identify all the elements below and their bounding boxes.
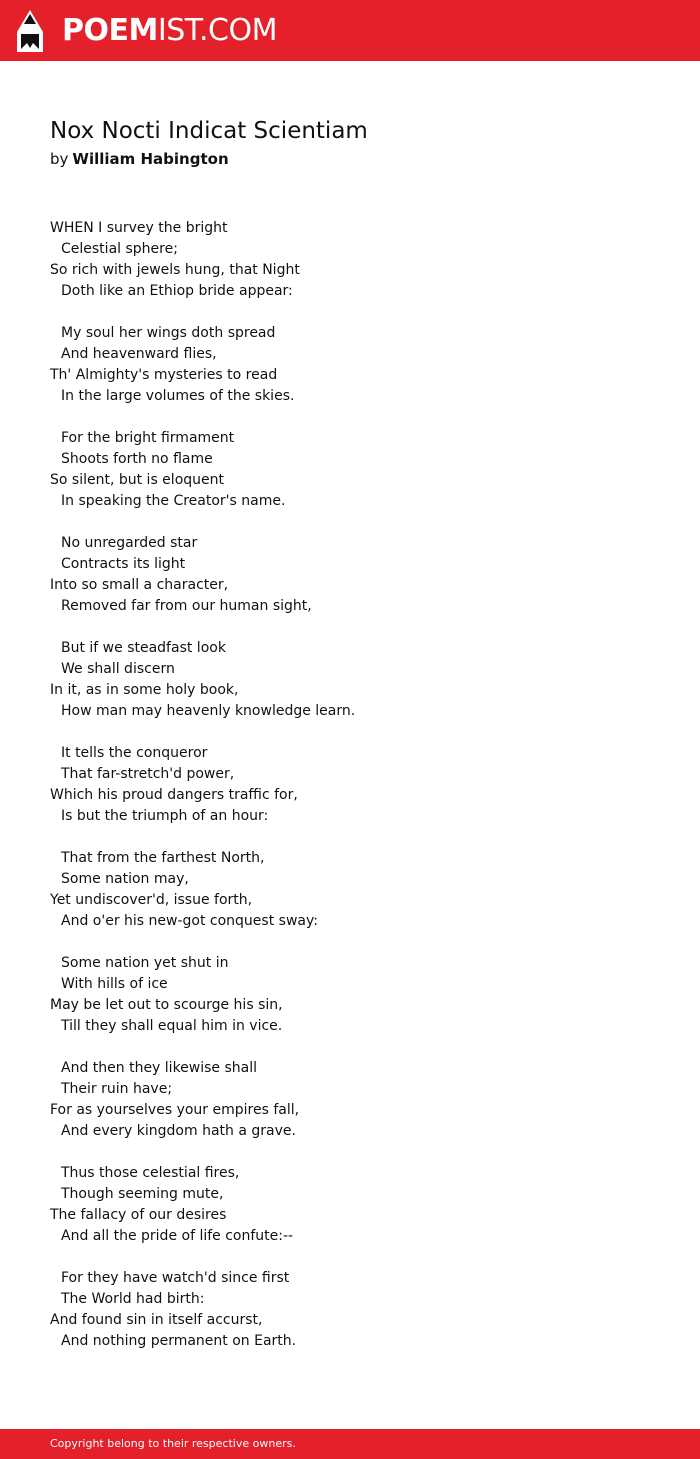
poem-line: Shoots forth no flame xyxy=(61,451,213,467)
poem-line: So silent, but is eloquent xyxy=(50,472,224,488)
poem-line: Yet undiscover'd, issue forth, xyxy=(50,892,253,908)
poem-line: Contracts its light xyxy=(61,556,186,572)
poem-line: Celestial sphere; xyxy=(61,241,178,257)
poem-line: Which his proud dangers traffic for, xyxy=(50,787,298,803)
poem-line: That far-stretch'd power, xyxy=(61,766,235,782)
poem-stanza xyxy=(50,848,670,932)
poem-line: The fallacy of our desires xyxy=(50,1207,227,1223)
poem-stanza xyxy=(50,743,670,827)
poem-line: With hills of ice xyxy=(61,976,168,992)
byline xyxy=(50,148,229,170)
poem-line: In the large volumes of the skies. xyxy=(61,388,295,404)
poem-body xyxy=(50,218,670,1373)
site-logo[interactable] xyxy=(62,13,277,49)
poem-line: May be let out to scourge his sin, xyxy=(50,997,283,1013)
pencil-logo-icon[interactable] xyxy=(17,10,43,52)
poem-line: And every kingdom hath a grave. xyxy=(61,1123,296,1139)
poem-line: And nothing permanent on Earth. xyxy=(61,1333,297,1349)
site-header xyxy=(0,0,700,61)
poem-line: For the bright firmament xyxy=(61,430,235,446)
copyright-text: Copyright belong to their respective owners. xyxy=(50,1437,296,1450)
poem-line: And heavenward flies, xyxy=(61,346,217,362)
poem-line: For as yourselves your empires fall, xyxy=(50,1102,300,1118)
poem-stanza xyxy=(50,428,670,512)
poem-line: Removed far from our human sight, xyxy=(61,598,312,614)
poem-line: My soul her wings doth spread xyxy=(61,325,276,341)
poem-line: But if we steadfast look xyxy=(61,640,226,656)
poem-line: It tells the conqueror xyxy=(61,745,208,761)
poem-line: That from the farthest North, xyxy=(61,850,265,866)
poem-stanza xyxy=(50,638,670,722)
poem-line: Some nation yet shut in xyxy=(61,955,229,971)
poem-stanza xyxy=(50,1058,670,1142)
poem-line: Some nation may, xyxy=(61,871,189,887)
author-name[interactable]: William Habington xyxy=(72,150,229,168)
poem-line: Though seeming mute, xyxy=(61,1186,224,1202)
poem-line: And all the pride of life confute:-- xyxy=(61,1228,294,1244)
poem-line: WHEN I survey the bright xyxy=(50,220,228,236)
poem-stanza xyxy=(50,533,670,617)
poem-line: Till they shall equal him in vice. xyxy=(61,1018,283,1034)
logo-light-text: IST.COM xyxy=(157,13,277,48)
poem-line: Thus those celestial fires, xyxy=(61,1165,240,1181)
logo-bold-text: POEM xyxy=(62,13,158,48)
poem-line: And then they likewise shall xyxy=(61,1060,258,1076)
site-footer xyxy=(0,1429,700,1459)
poem-line: In it, as in some holy book, xyxy=(50,682,239,698)
poem-line: Is but the triumph of an hour: xyxy=(61,808,269,824)
poem-line: How man may heavenly knowledge learn. xyxy=(61,703,356,719)
poem-line: Their ruin have; xyxy=(61,1081,173,1097)
poem-stanza xyxy=(50,323,670,407)
poem-line: Into so small a character, xyxy=(50,577,229,593)
poem-line: For they have watch'd since first xyxy=(61,1270,290,1286)
poem-line: The World had birth: xyxy=(61,1291,205,1307)
poem-line: And o'er his new-got conquest sway: xyxy=(61,913,318,929)
poem-stanza xyxy=(50,1163,670,1247)
poem-line: And found sin in itself accurst, xyxy=(50,1312,263,1328)
poem-line: No unregarded star xyxy=(61,535,198,551)
poem-stanza xyxy=(50,953,670,1037)
poem-stanza xyxy=(50,1268,670,1352)
poem-line: Th' Almighty's mysteries to read xyxy=(50,367,278,383)
by-label: by xyxy=(50,150,69,168)
poem-line: So rich with jewels hung, that Night xyxy=(50,262,300,278)
poem-stanza xyxy=(50,218,670,302)
poem-line: Doth like an Ethiop bride appear: xyxy=(61,283,293,299)
poem-title: Nox Nocti Indicat Scientiam xyxy=(50,118,368,144)
poem-line: In speaking the Creator's name. xyxy=(61,493,286,509)
poem-line: We shall discern xyxy=(61,661,175,677)
